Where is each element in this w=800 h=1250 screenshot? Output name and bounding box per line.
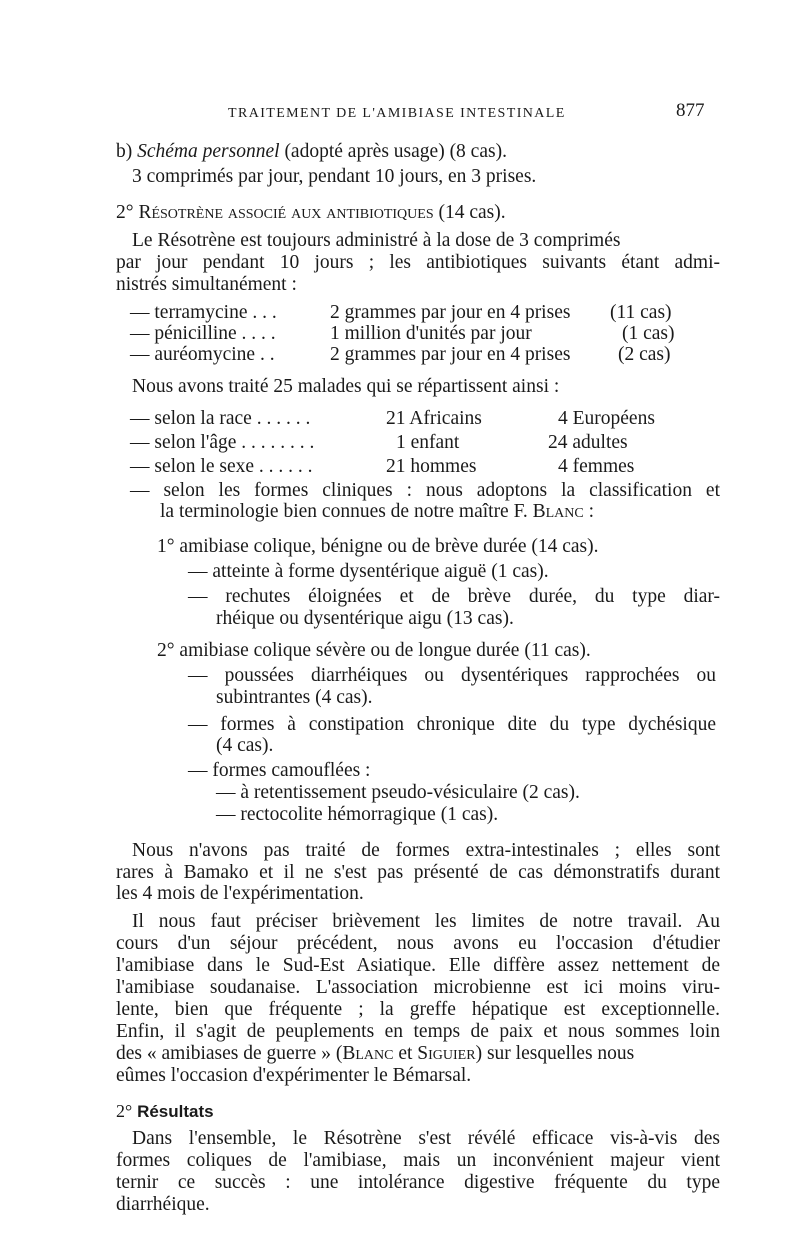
paragraph-limits-line: l'amibiase soudanaise. L'association microbienne est ici moins viru- [116, 977, 720, 999]
section-number: 2° [116, 201, 134, 223]
paragraph-limits-line: eûmes l'occasion d'expérimenter le Bémarsal. [116, 1064, 472, 1086]
clinical-forms-line: — selon les formes cliniques : nous adoptons la classification et [130, 479, 720, 501]
antibiotic-name: — auréomycine . . [130, 343, 275, 365]
antibiotic-dose: 2 grammes par jour en 4 prises [330, 343, 571, 365]
results-para-line: Dans l'ensemble, le Résotrène s'est révélé efficace vis-à-vis des [132, 1127, 720, 1149]
paragraph-extra-line: les 4 mois de l'expérimentation. [116, 883, 364, 905]
patients-criterion: — selon l'âge . . . . . . . . [130, 431, 315, 453]
clinical-forms-text: la terminologie bien connues de notre maître F. [160, 500, 528, 522]
patients-group-b: 4 Européens [558, 407, 655, 429]
classification-subitem: — rechutes éloignées et de brève durée, du type diar- [188, 585, 720, 607]
schema-label: b) [116, 141, 133, 163]
classification-subitem: — formes à constipation chronique dite du type dychésique [188, 713, 716, 735]
paragraph-limits-line: cours d'un séjour précédent, nous avons eu l'occasion d'étudier [116, 933, 720, 955]
limits-text-post: ) sur lesquelles nous [475, 1042, 635, 1064]
antibiotic-cases: (2 cas) [618, 343, 671, 365]
paragraph-limits-line: Il nous faut préciser brièvement les limites de notre travail. Au [132, 911, 720, 933]
results-para-line: diarrhéique. [116, 1193, 210, 1215]
patients-intro: Nous avons traité 25 malades qui se répartissent ainsi : [132, 376, 560, 398]
results-number: 2° [116, 1101, 133, 1122]
classification-item-1: 1° amibiase colique, bénigne ou de brève durée (14 cas). [157, 535, 599, 557]
patients-criterion: — selon le sexe . . . . . . [130, 455, 313, 477]
antibiotic-dose: 2 grammes par jour en 4 prises [330, 301, 571, 323]
classification-subitem: — poussées diarrhéiques ou dysentériques rapprochées ou [188, 664, 716, 686]
resotrene-para-line: Le Résotrène est toujours administré à la dose de 3 comprimés [132, 230, 621, 252]
limits-text [116, 1043, 634, 1065]
patients-group-b: 4 femmes [558, 455, 635, 477]
classification-subsubitem: — à retentissement pseudo-vésiculaire (2 cas). [216, 782, 580, 804]
classification-subsubitem: — rectocolite hémorragique (1 cas). [216, 804, 499, 826]
schema-heading [116, 141, 507, 163]
clinical-forms-line-2 [160, 501, 594, 523]
resotrene-para-line: nistrés simultanément : [116, 274, 297, 296]
classification-subitem: — atteinte à forme dysentérique aiguë (1 cas). [188, 560, 549, 582]
results-para-line: ternir ce succès : une intolérance digestive fréquente du type [116, 1171, 720, 1193]
schema-dosage: 3 comprimés par jour, pendant 10 jours, en 3 prises. [132, 166, 537, 188]
patients-group-a: 21 hommes [386, 455, 477, 477]
antibiotic-cases: (1 cas) [622, 322, 675, 344]
results-para-line: formes coliques de l'amibiase, mais un inconvénient majeur vient [116, 1149, 720, 1171]
author-name-siguier: Siguier [417, 1042, 476, 1064]
results-heading [116, 1100, 214, 1123]
patients-group-a: 1 enfant [396, 431, 460, 453]
antibiotic-name: — pénicilline . . . . [130, 322, 276, 344]
section-heading-resotrene [116, 202, 506, 224]
paragraph-extra-line: rares à Bamako et il ne s'est pas présenté de cas démonstratifs durant [116, 861, 720, 883]
patients-group-b: 24 adultes [548, 431, 628, 453]
patients-group-a: 21 Africains [386, 407, 482, 429]
paragraph-extra-line: Nous n'avons pas traité de formes extra-intestinales ; elles sont [132, 839, 720, 861]
section-title: Résotrène associé aux antibiotiques [138, 201, 434, 223]
patients-criterion: — selon la race . . . . . . [130, 407, 311, 429]
antibiotic-dose: 1 million d'unités par jour [330, 322, 532, 344]
results-title: Résultats [137, 1102, 214, 1122]
limits-text-pre: des « amibiases de guerre » ( [116, 1042, 343, 1064]
classification-subitem-cont: rhéique ou dysentérique aigu (13 cas). [216, 607, 514, 629]
running-title: TRAITEMENT DE L'AMIBIASE INTESTINALE [228, 106, 566, 121]
paragraph-limits-line-7 [116, 1043, 720, 1065]
resotrene-para-line: par jour pendant 10 jours ; les antibiotiques suivants étant admi- [116, 252, 720, 274]
limits-text-et: et [398, 1042, 413, 1064]
section-count: (14 cas). [438, 201, 506, 223]
schema-rest: (adopté après usage) (8 cas). [284, 141, 507, 163]
classification-subitem-cont: (4 cas). [216, 735, 274, 757]
classification-subitem: — formes camouflées : [188, 760, 371, 782]
paragraph-limits-line: lente, bien que fréquente ; la greffe hépatique est exceptionnelle. [116, 999, 720, 1021]
classification-item-2: 2° amibiase colique sévère ou de longue durée (11 cas). [157, 639, 591, 661]
schema-title: Schéma personnel [137, 141, 280, 163]
antibiotic-name: — terramycine . . . [130, 301, 277, 323]
clinical-forms-colon: : [588, 500, 595, 522]
paragraph-limits-line: l'amibiase dans le Sud-Est Asiatique. Elle diffère assez nettement de [116, 955, 720, 977]
antibiotic-cases: (11 cas) [610, 301, 672, 323]
author-name-blanc: Blanc [342, 1042, 394, 1064]
paragraph-limits-line: Enfin, il s'agit de peuplements en temps de paix et nous sommes loin [116, 1021, 720, 1042]
page-number: 877 [676, 100, 705, 121]
author-name-blanc: Blanc [532, 500, 584, 522]
classification-subitem-cont: subintrantes (4 cas). [216, 686, 373, 708]
